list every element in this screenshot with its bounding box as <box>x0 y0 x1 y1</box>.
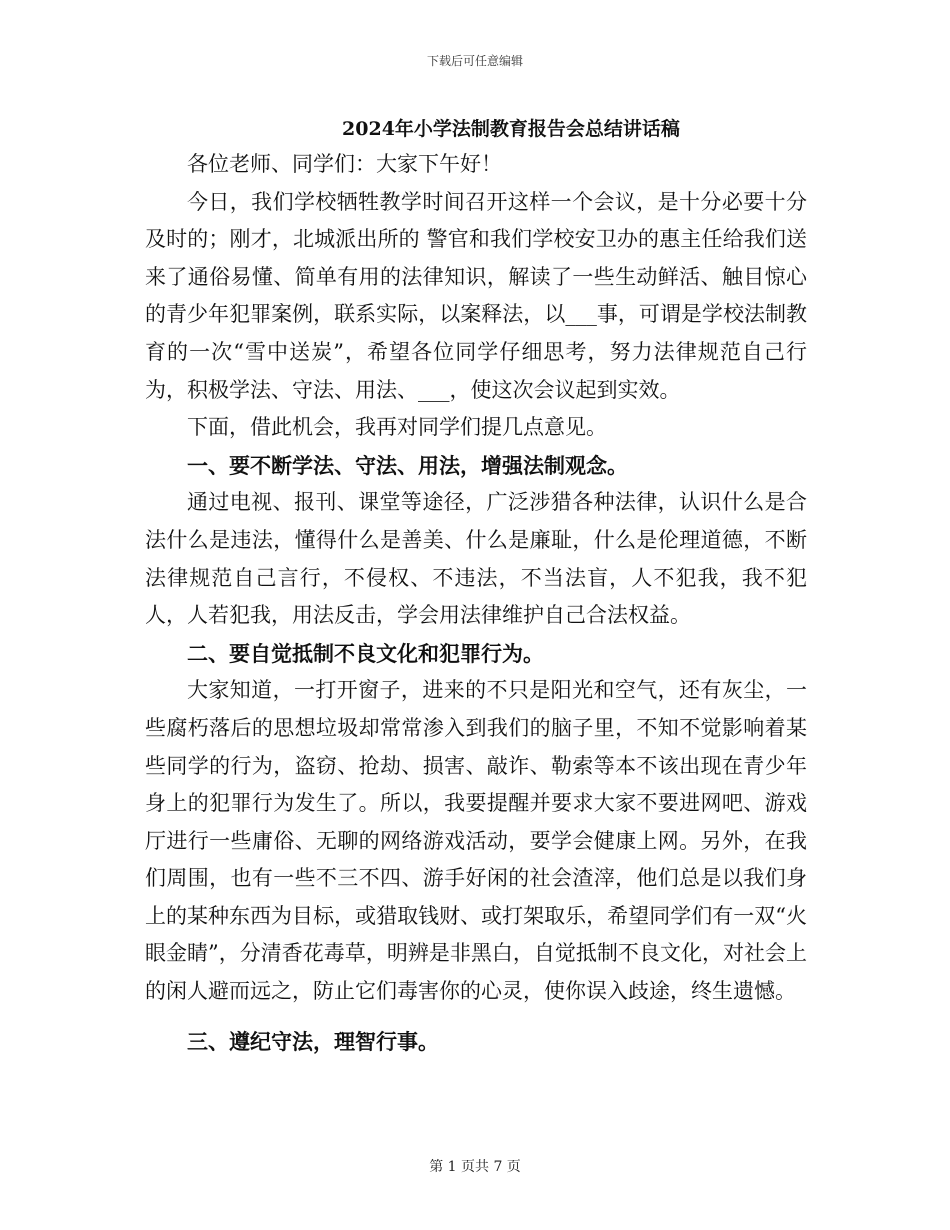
document-body <box>145 112 807 1060</box>
section-heading-3: 三、遵纪守法，理智行事。 <box>187 1028 439 1054</box>
section-heading-2: 二、要自觉抵制不良文化和犯罪行为。 <box>187 640 544 666</box>
paragraph-section-2: 大家知道，一打开窗子，进来的不只是阳光和空气，还有灰尘，一些腐朽落后的思想垃圾却常常渗入到我们的脑子里，不知不觉影响着某些同学的行为，盗窃、抢劫、损害、敲诈、勒索等本不该出现在青少年身上的犯罪行为发生了。所以，我要提醒并要求大家不要进网吧、游戏厅进行一些庸俗、无聊的网络游戏活动，要学会健康上网。另外，在我们周围，也有一些不三不四、游手好闲的社会渣滓，他们总是以我们身上的某种东西为目标，或猎取钱财、或打架取乐，希望同学们有一双“火眼金睛”，分清香花毒草，明辨是非黑白，自觉抵制不良文化，对社会上的闲人避而远之，防止它们毒害你的心灵，使你误入歧途，终生遗憾。 <box>145 678 807 1004</box>
paragraph-intro: 今日，我们学校牺牲教学时间召开这样一个会议，是十分必要十分及时的；刚才，北城派出所的 警官和我们学校安卫办的惠主任给我们送来了通俗易懂、简单有用的法律知识，解读了一些生动鲜活、触目惊心的青少年犯罪案例，联系实际，以案释法，以___事，可谓是学校法制教育的一次“雪中送炭”，希望各位同学仔细思考，努力法律规范自己行为，积极学法、守法、用法、___，使这次会议起到实效。 <box>145 189 807 402</box>
greeting: 各位老师、同学们：大家下午好！ <box>187 152 502 176</box>
page-number: 第 1 页共 7 页 <box>429 1159 521 1175</box>
paragraph-section-1: 通过电视、报刊、课堂等途径，广泛涉猎各种法律，认识什么是合法什么是违法，懂得什么是善美、什么是廉耻，什么是伦理道德，不断法律规范自己言行，不侵权、不违法，不当法盲，人不犯我，我不犯人，人若犯我，用法反击，学会用法律维护自己合法权益。 <box>145 490 807 628</box>
section-heading-1: 一、要不断学法、守法、用法，增强法制观念。 <box>187 452 628 478</box>
page-header-note: 下载后可任意编辑 <box>426 54 523 68</box>
document-title: 2024年小学法制教育报告会总结讲话稿 <box>342 118 680 140</box>
paragraph-transition: 下面，借此机会，我再对同学们提几点意见。 <box>187 415 607 440</box>
